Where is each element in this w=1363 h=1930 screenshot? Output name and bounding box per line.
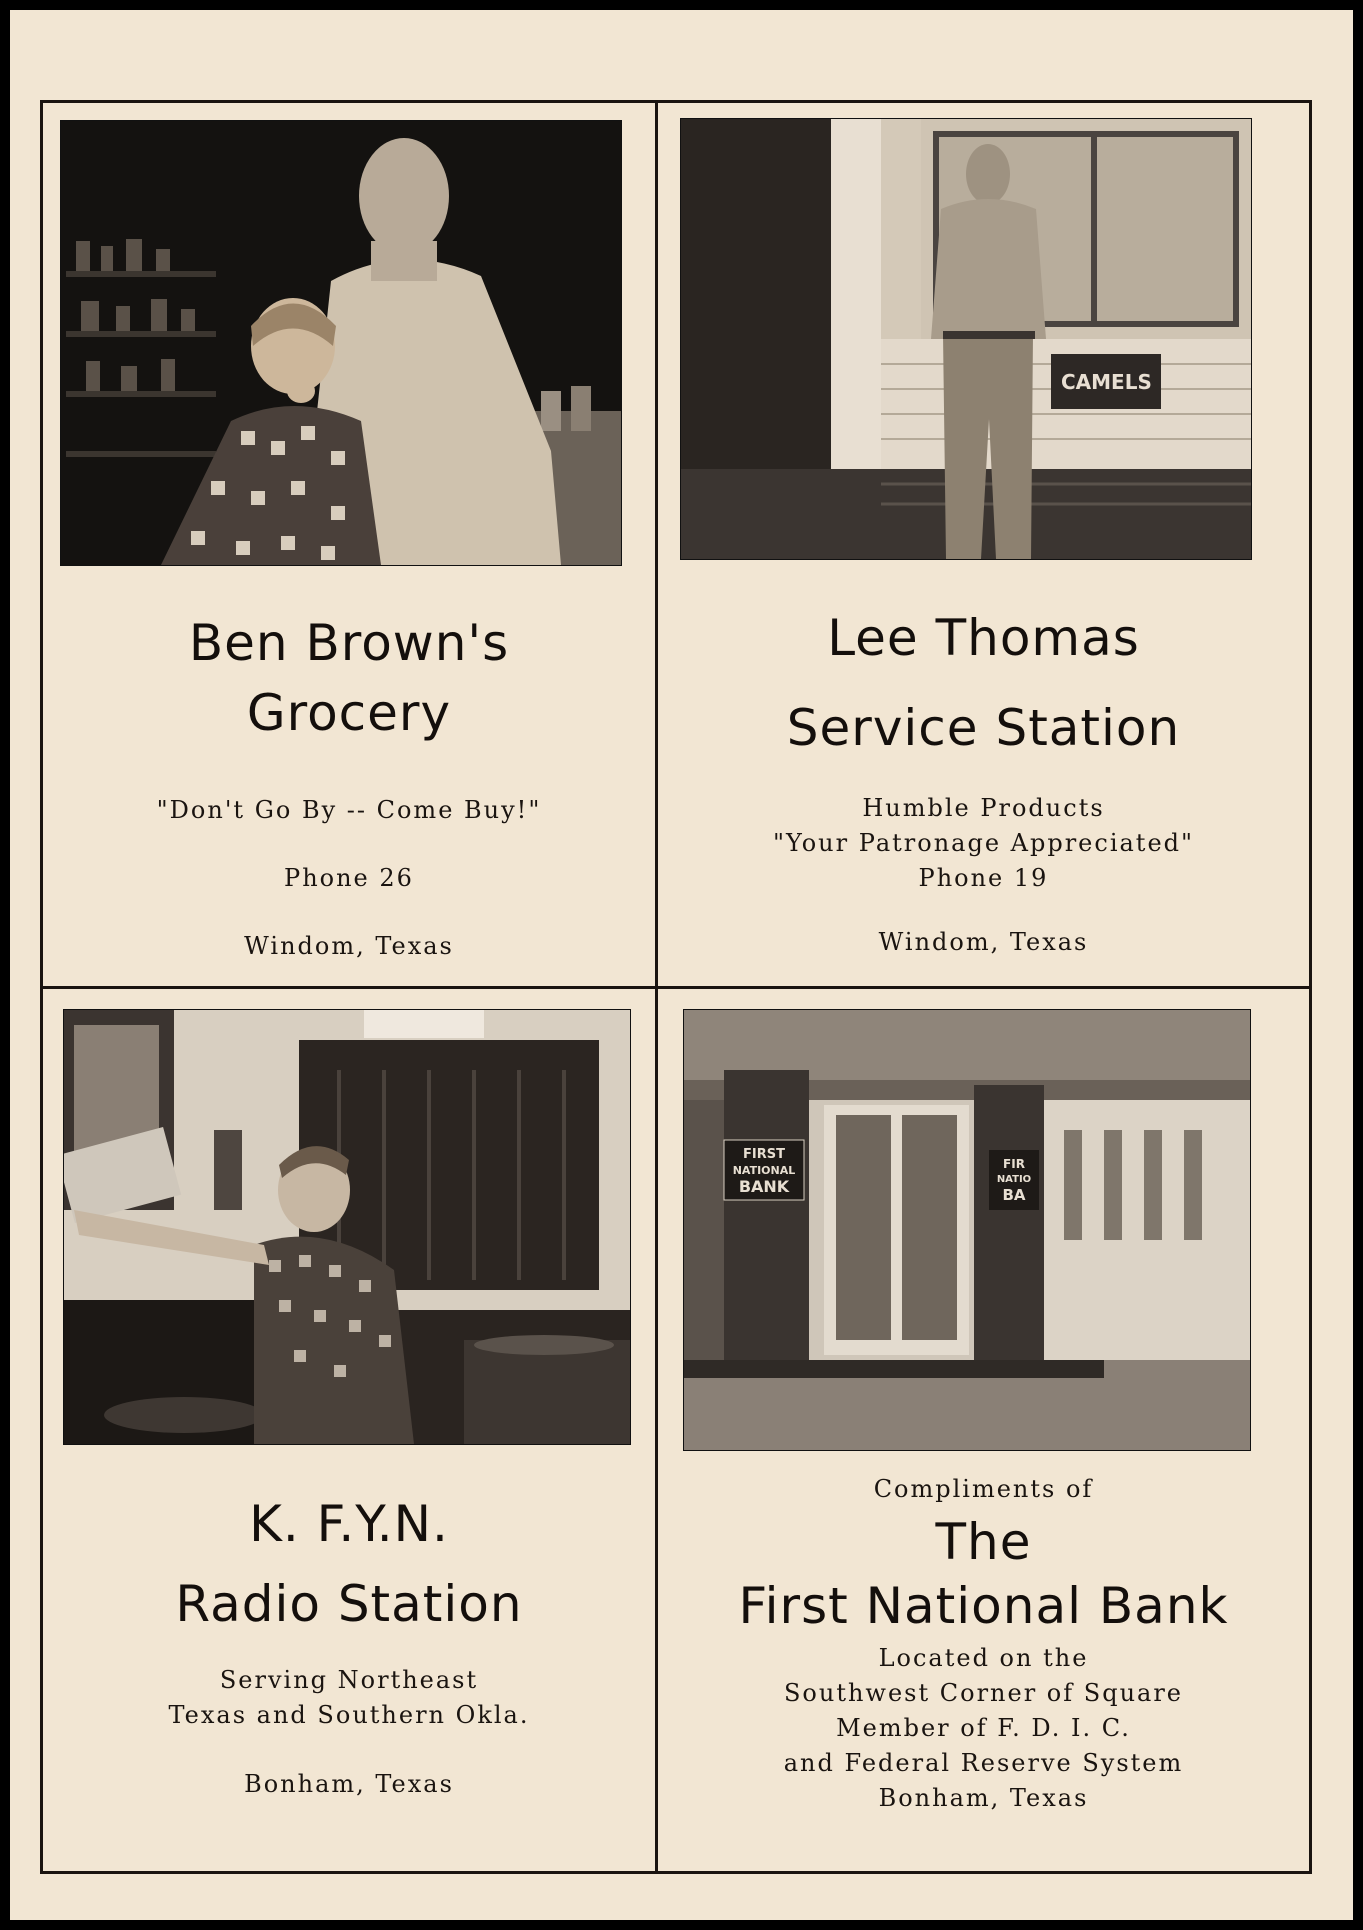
ad-slogan: "Your Patronage Appreciated" (772, 829, 1195, 857)
ad-location: Windom, Texas (878, 928, 1089, 956)
ad-title-line-1: Lee Thomas (827, 609, 1140, 667)
ad-membership-line-1: Member of F. D. I. C. (836, 1714, 1131, 1742)
bank-sign-right-line-1: FIR (1003, 1157, 1025, 1171)
ad-address-line-1: Located on the (878, 1644, 1089, 1672)
grocery-photo-illustration (61, 121, 621, 565)
ad-location: Windom, Texas (244, 932, 454, 960)
ad-location: Bonham, Texas (244, 1770, 454, 1798)
ad-slogan: "Don't Go By -- Come Buy!" (156, 796, 542, 824)
service-station-photo-illustration (681, 119, 1251, 559)
ad-title-line-2: Radio Station (175, 1575, 523, 1633)
ad-products: Humble Products (862, 794, 1105, 822)
bank-photo-illustration (684, 1010, 1250, 1450)
radio-station-photo (63, 1009, 631, 1445)
yearbook-ad-page (10, 10, 1353, 1920)
ad-membership-line-2: and Federal Reserve System (783, 1749, 1184, 1777)
ad-title-line-2: Grocery (246, 684, 452, 742)
bank-sign-left-line-2: NATIONAL (732, 1164, 796, 1177)
ad-title-line-1: Ben Brown's (188, 614, 510, 672)
ad-phone: Phone 26 (284, 864, 414, 892)
ad-phone: Phone 19 (918, 864, 1049, 892)
bank-sign-left-line-3: BANK (738, 1177, 790, 1196)
ad-first-national-bank (658, 989, 1309, 1871)
ad-address-line-2: Southwest Corner of Square (783, 1679, 1184, 1707)
service-station-photo (680, 118, 1252, 560)
grocery-store-photo (60, 120, 622, 566)
ad-service-area-line-1: Serving Northeast (219, 1666, 479, 1694)
radio-station-photo-illustration (64, 1010, 630, 1444)
bank-sign-left-line-1: FIRST (743, 1147, 785, 1162)
ad-title-line-2: First National Bank (738, 1577, 1229, 1635)
ad-service-area-line-2: Texas and Southern Okla. (168, 1701, 530, 1729)
ad-title-line-2: Service Station (786, 699, 1181, 757)
bank-sign-right-line-3: BA (1002, 1186, 1026, 1204)
ad-location: Bonham, Texas (878, 1784, 1089, 1812)
bank-building-photo (683, 1009, 1251, 1451)
ad-title-line-1: The (935, 1513, 1032, 1571)
ad-intro: Compliments of (873, 1475, 1094, 1503)
ad-title-line-1: K. F.Y.N. (249, 1495, 449, 1553)
ad-kfyn-radio-station (43, 989, 655, 1871)
bank-sign-right-line-2: NATIO (996, 1174, 1032, 1185)
ad-lee-thomas-service-station (658, 103, 1309, 986)
ad-ben-browns-grocery (43, 103, 655, 986)
camels-sign-text: CAMELS (1061, 370, 1152, 394)
